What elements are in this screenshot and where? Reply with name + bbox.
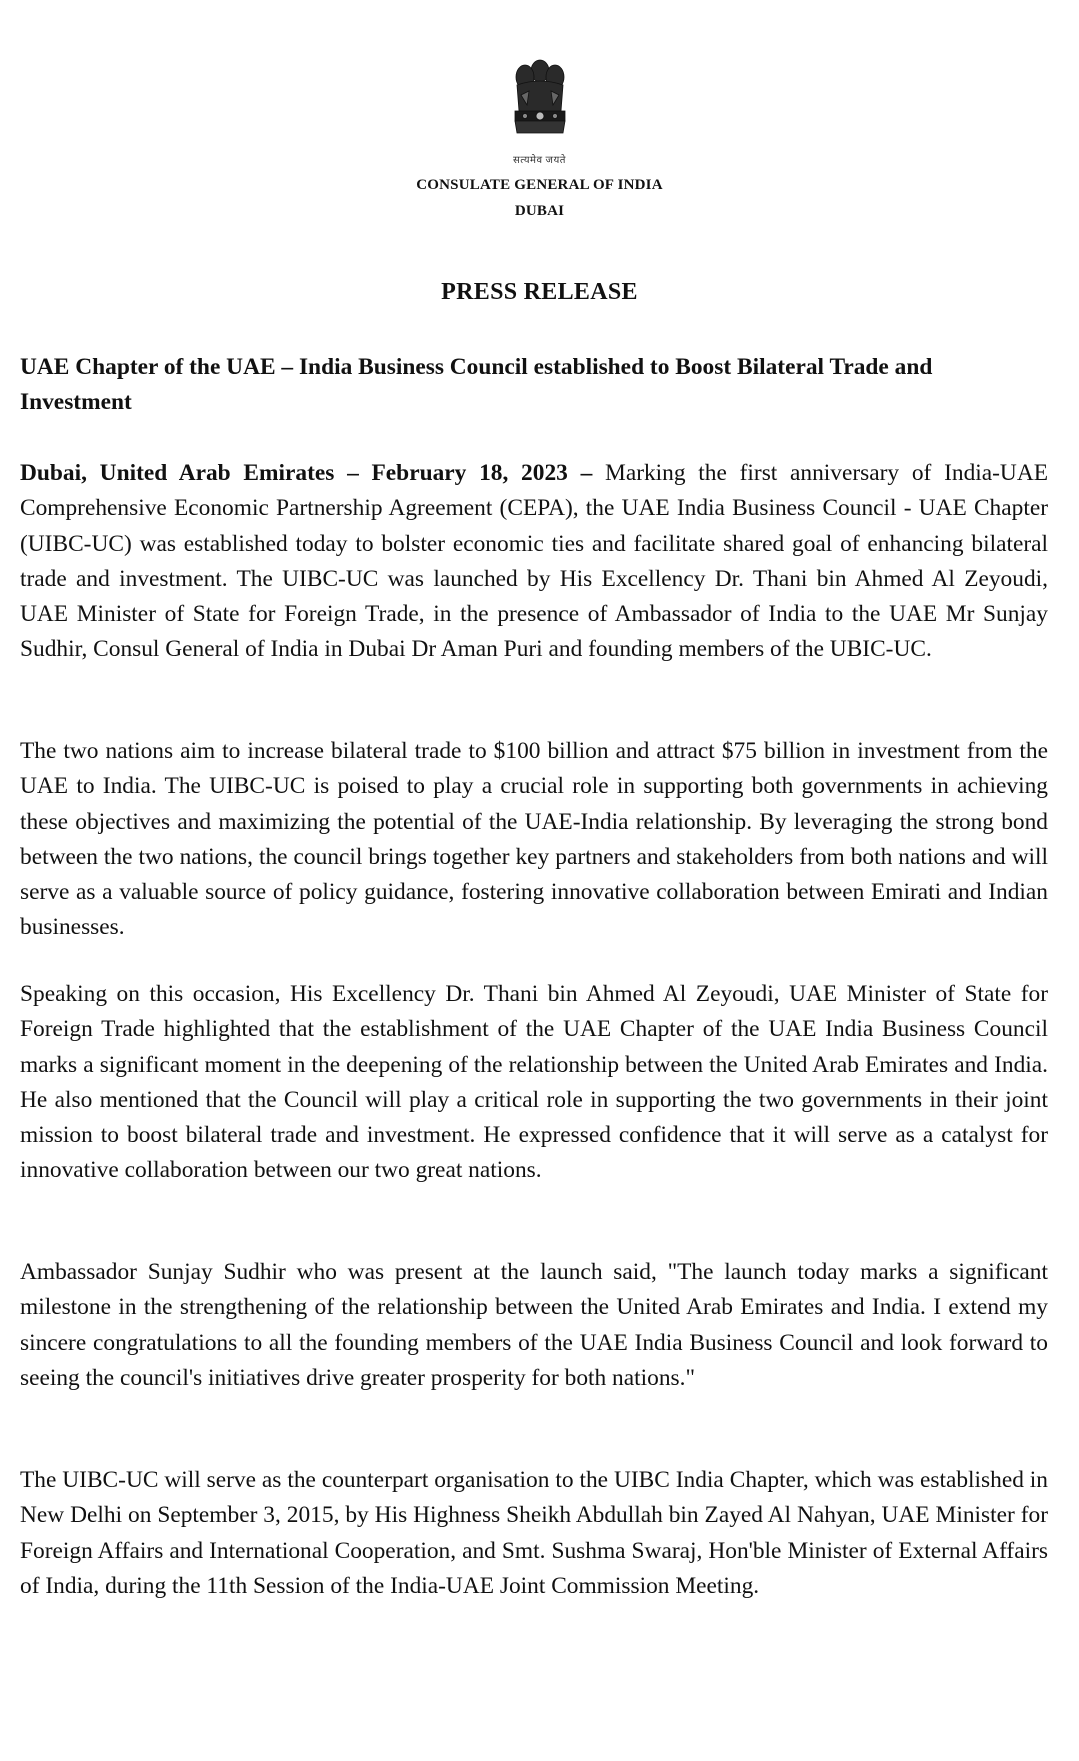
dateline: Dubai, United Arab Emirates – February 18, 2023 – <box>20 460 593 486</box>
document-title: PRESS RELEASE <box>441 279 638 305</box>
paragraph-5: The UIBC-UC will serve as the counterpart organisation to the UIBC India Chapter, which was established in New Delhi on September 3, 2015, by His Highness Sheikh Abdullah bin Zayed Al Nahyan, UAE Minister for Foreign Affairs and International Cooperation, and Smt. Sushma Swaraj, Hon'ble Minister of External Affairs of India, during the 11th Session of the India-UAE Joint Commission Meeting. <box>20 1467 1048 1599</box>
paragraph-1 <box>20 456 1048 668</box>
office-name: CONSULATE GENERAL OF INDIA <box>416 177 663 193</box>
emblem-motto: सत्यमेव जयते <box>513 155 566 166</box>
headline: UAE Chapter of the UAE – India Business Council established to Boost Bilateral Trade and Investment <box>20 354 933 415</box>
paragraph-1-text: Marking the first anniversary of India-UAE Comprehensive Economic Partnership Agreement (CEPA), the UAE India Business Council - UAE Chapter (UIBC-UC) was established today to bolster economic ties and facilitate shared goal of enhancing bilateral trade and investment. The UIBC-UC was launched by His Excellency Dr. Thani bin Ahmed Al Zeyoudi, UAE Minister of State for Foreign Trade, in the presence of Ambassador of India to the UAE Mr Sunjay Sudhir, Consul General of India in Dubai Dr Aman Puri and founding members of the UBIC-UC. <box>20 460 1049 663</box>
paragraph-3: Speaking on this occasion, His Excellency Dr. Thani bin Ahmed Al Zeyoudi, UAE Minister of State for Foreign Trade highlighted that the establishment of the UAE Chapter of the UAE India Business Council marks a significant moment in the deepening of the relationship between the United Arab Emirates and India. He also mentioned that the Council will play a critical role in supporting the two governments in their joint mission to boost bilateral trade and investment. He expressed confidence that it will serve as a catalyst for innovative collaboration between our two great nations. <box>20 981 1048 1184</box>
office-city: DUBAI <box>514 203 565 219</box>
paragraph-4: Ambassador Sunjay Sudhir who was present at the launch said, "The launch today marks a significant milestone in the strengthening of the relationship between the United Arab Emirates and India. I extend my sincere congratulations to all the founding members of the UAE India Business Council and look forward to seeing the council's initiatives drive greater prosperity for both nations." <box>20 1259 1048 1391</box>
issuing-office <box>0 172 1079 224</box>
state-emblem-icon <box>505 55 575 163</box>
paragraph-2: The two nations aim to increase bilateral trade to $100 billion and attract $75 billion in investment from the UAE to India. The UIBC-UC is poised to play a crucial role in supporting both governments in achieving these objectives and maximizing the potential of the UAE-India relationship. By leveraging the strong bond between the two nations, the council brings together key partners and stakeholders from both nations and will serve as a valuable source of policy guidance, fostering innovative collaboration between Emirati and Indian businesses. <box>20 738 1048 941</box>
